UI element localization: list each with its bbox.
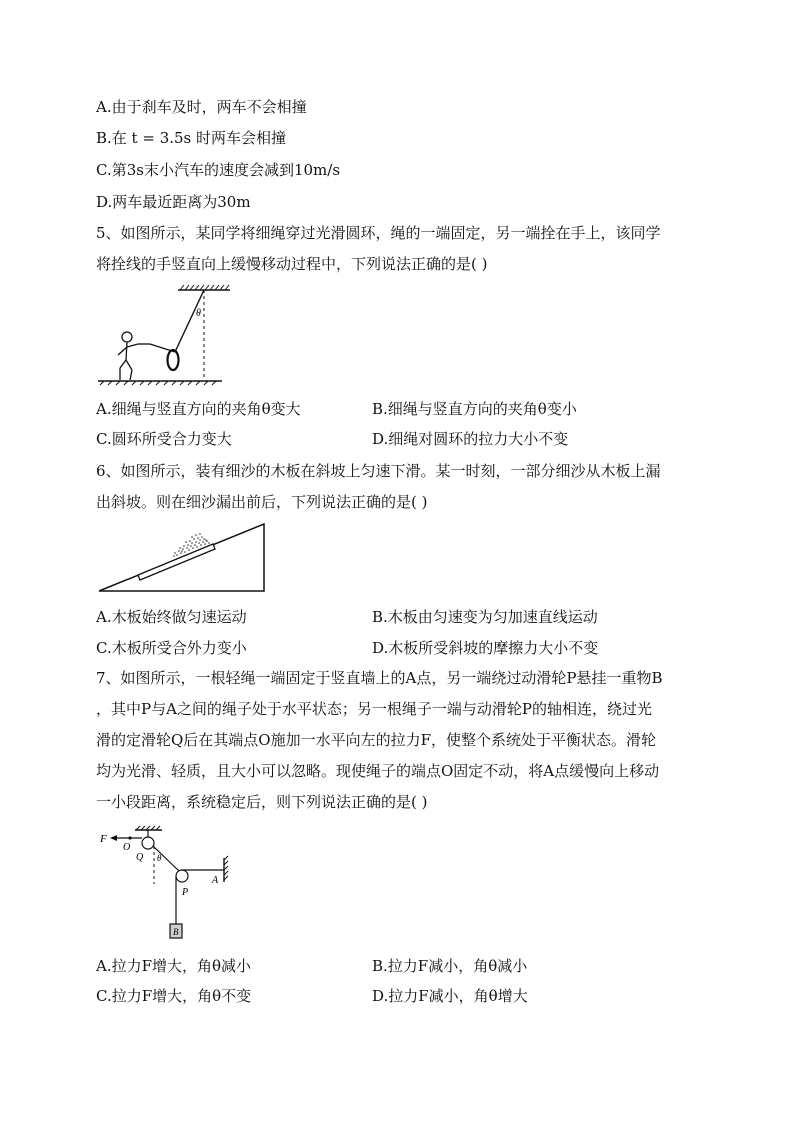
q5-person xyxy=(118,332,150,380)
q6-stem-line2: 出斜坡。则在细沙漏出前后，下列说法正确的是( ) xyxy=(96,493,428,511)
q7-label-theta: θ xyxy=(157,853,162,863)
q6-figure xyxy=(96,520,272,596)
q6-option-c: C.木板所受合外力变小 xyxy=(96,639,247,657)
q7-label-o: O xyxy=(123,842,131,853)
q6-option-a: A.木板始终做匀速运动 xyxy=(96,608,247,626)
q5-ring xyxy=(168,350,179,370)
q7-label-f: F xyxy=(100,833,107,845)
q5-string xyxy=(175,290,204,352)
q7-option-b: B.拉力F减小，角θ减小 xyxy=(372,957,528,975)
q7-pulley-p xyxy=(176,870,188,882)
q7-label-b: B xyxy=(173,927,179,937)
q5-option-a: A.细绳与竖直方向的夹角θ变大 xyxy=(96,400,301,418)
q4-option-b: B.在 t = 3.5s 时两车会相撞 xyxy=(96,129,287,147)
q4-option-c: C.第3s末小汽车的速度会减到10m/s xyxy=(96,161,341,179)
q6-option-d: D.木板所受斜坡的摩擦力大小不变 xyxy=(372,639,599,657)
q7-label-q: Q xyxy=(136,852,144,863)
q6-stem-line1: 6、如图所示，装有细沙的木板在斜坡上匀速下滑。某一时刻，一部分细沙从木板上漏 xyxy=(96,462,661,480)
q7-force-arrow xyxy=(110,835,117,841)
q7-option-d: D.拉力F减小，角θ增大 xyxy=(372,987,528,1005)
q7-stem-line2: ，其中P与A之间的绳子处于水平状态；另一根绳子一端与动滑轮P的轴相连，绕过光 xyxy=(96,700,653,718)
q5-option-d: D.细绳对圆环的拉力大小不变 xyxy=(372,430,569,448)
q5-option-b: B.细绳与竖直方向的夹角θ变小 xyxy=(372,400,577,418)
q7-stem-line5: 一小段距离，系统稳定后，则下列说法正确的是( ) xyxy=(96,793,428,811)
q5-stem-line2: 将拴线的手竖直向上缓慢移动过程中，下列说法正确的是( ) xyxy=(96,255,488,273)
q7-label-p: P xyxy=(182,887,189,898)
q7-option-c: C.拉力F增大，角θ不变 xyxy=(96,987,252,1005)
q7-stem-line1: 7、如图所示，一根轻绳一端固定于竖直墙上的A点，另一端绕过动滑轮P悬挂一重物B xyxy=(96,669,663,687)
q5-stem-line1: 5、如图所示，某同学将细绳穿过光滑圆环，绳的一端固定，另一端拴在手上，该同学 xyxy=(96,224,661,242)
q7-figure xyxy=(96,824,242,944)
q5-figure xyxy=(96,284,236,388)
q6-option-b: B.木板由匀速变为匀加速直线运动 xyxy=(372,608,598,626)
q4-option-d: D.两车最近距离为30m xyxy=(96,193,251,211)
q7-point-o xyxy=(128,836,131,839)
q6-board xyxy=(138,544,215,580)
q7-option-a: A.拉力F增大，角θ减小 xyxy=(96,957,252,975)
q4-option-a: A.由于刹车及时，两车不会相撞 xyxy=(96,98,307,116)
q5-angle-label: θ xyxy=(196,308,201,319)
q7-stem-line4: 均为光滑、轻质，且大小可以忽略。现使绳子的端点O固定不动，将A点缓慢向上移动 xyxy=(96,762,660,780)
q7-pulley-q xyxy=(142,837,154,849)
q5-option-c: C.圆环所受合力变大 xyxy=(96,430,232,448)
q7-stem-line3: 滑的定滑轮Q后在其端点O施加一水平向左的拉力F，使整个系统处于平衡状态。滑轮 xyxy=(96,731,657,749)
q7-label-a: A xyxy=(212,875,219,886)
